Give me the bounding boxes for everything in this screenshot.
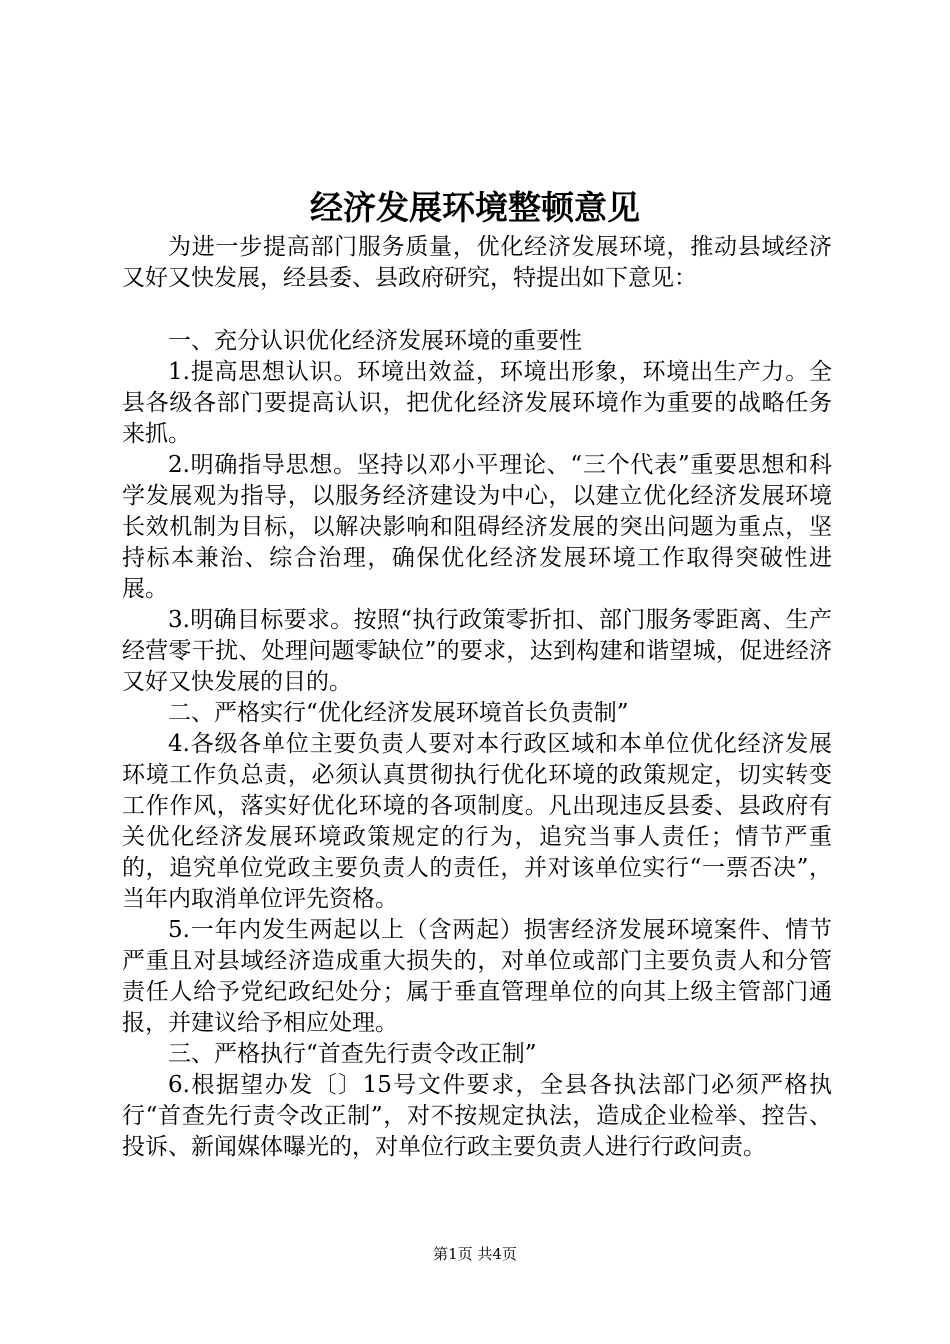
paragraph-item-4: 4.各级各单位主要负责人要对本行政区域和本单位优化经济发展环境工作负总责，必须认真贯彻执行优化环境的政策规定，切实转变工作作风，落实好优化环境的各项制度。凡出现违反县委、县政府有关优化经济发展环境政策规定的行为，追究当事人责任；情节严重的，追究单位党政主要负责人的责任，并对该单位实行“一票否决”，当年内取消单位评先资格。 [122,731,832,912]
section-heading-2: 二、严格实行“优化经济发展环境首长负责制” [168,700,629,726]
paragraph-item-6: 6.根据望办发〔〕15号文件要求，全县各执法部门必须严格执行“首查先行责令改正制”，对不按规定执法，造成企业检举、控告、投诉、新闻媒体曝光的，对单位行政主要负责人进行行政问责。 [122,1072,832,1160]
section-heading-3: 三、严格执行“首查先行责令改正制” [168,1041,537,1067]
section-heading-1: 一、充分认识优化经济发展环境的重要性 [168,328,582,354]
intro-paragraph: 为进一步提高部门服务质量，优化经济发展环境，推动县域经济又好又快发展，经县委、县政府研究，特提出如下意见： [122,234,832,291]
paragraph-item-2: 2.明确指导思想。坚持以邓小平理论、“三个代表”重要思想和科学发展观为指导，以服务经济建设为中心，以建立优化经济发展环境长效机制为目标，以解决影响和阻碍经济发展的突出问题为重点，坚持标本兼治、综合治理，确保优化经济发展环境工作取得突破性进展。 [122,452,832,602]
page-number-footer: 第1页 共4页 [433,1245,517,1263]
paragraph-item-3: 3.明确目标要求。按照“执行政策零折扣、部门服务零距离、生产经营零干扰、处理问题零缺位”的要求，达到构建和谐望城，促进经济又好又快发展的目的。 [122,607,832,695]
document-body [122,232,832,1163]
document-title: 经济发展环境整顿意见 [310,188,640,227]
paragraph-item-5: 5.一年内发生两起以上（含两起）损害经济发展环境案件、情节严重且对县域经济造成重大损失的，对单位或部门主要负责人和分管责任人给予党纪政纪处分；属于垂直管理单位的向其上级主管部门通报，并建议给予相应处理。 [122,917,832,1036]
paragraph-item-1: 1.提高思想认识。环境出效益，环境出形象，环境出生产力。全县各级各部门要提高认识，把优化经济发展环境作为重要的战略任务来抓。 [122,359,832,447]
